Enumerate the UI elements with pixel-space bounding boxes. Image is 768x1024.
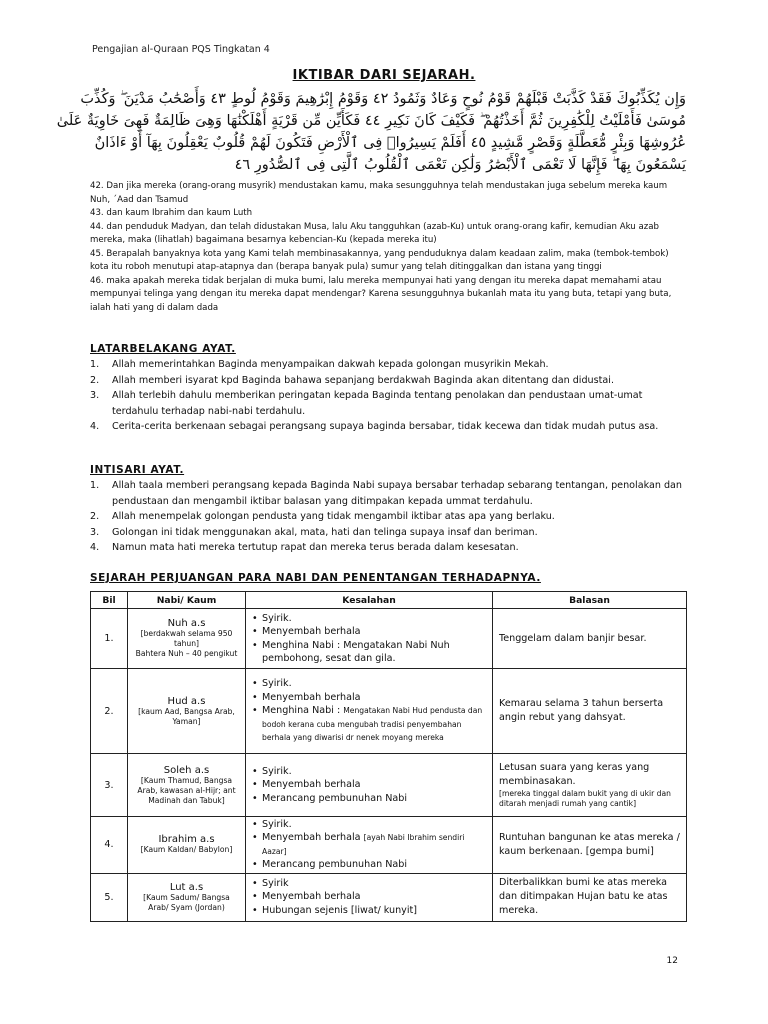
kesalahan-item: • Menyembah berhala bbox=[252, 778, 488, 791]
kesalahan-item: • Merancang pembunuhan Nabi bbox=[252, 858, 488, 871]
nabi-note: [Kaum Thamud, Bangsa Arab, kawasan al-Hijr; ant Madinah dan Tabuk] bbox=[137, 775, 236, 805]
nabi-cell bbox=[128, 669, 246, 754]
column-header-balasan: Balasan bbox=[493, 592, 687, 609]
nabi-note: [Kaum Sadum/ Bangsa Arab/ Syam (Jordan) bbox=[143, 892, 230, 912]
nabi-cell bbox=[128, 609, 246, 669]
balasan-cell: Runtuhan bangunan ke atas mereka / kaum berkenaan. [gempa bumi] bbox=[493, 817, 687, 874]
kesalahan-item: • Menyembah berhala bbox=[252, 625, 488, 638]
column-header-nabi: Nabi/ Kaum bbox=[128, 592, 246, 609]
kesalahan-item: • Menyembah berhala bbox=[252, 691, 488, 704]
kesalahan-note: Mengatakan Nabi Hud pendusta dan bodoh kerana cuba mengubah tradisi penyembahan berhala yang diwarisi dr nenek moyang mereka bbox=[262, 706, 483, 743]
row-number: 2. bbox=[91, 669, 128, 754]
nabi-name: Soleh a.s bbox=[163, 764, 210, 776]
nabi-note: Bahtera Nuh – 40 pengikut bbox=[135, 649, 238, 658]
page-number: 12 bbox=[666, 956, 678, 966]
translation-verse-43: 43. dan kaum Ibrahim dan kaum Luth bbox=[90, 208, 253, 218]
kesalahan-item: • Menghina Nabi : Mengatakan Nabi Nuh pembohong, sesat dan gila. bbox=[252, 639, 488, 666]
latar-list bbox=[90, 357, 686, 435]
arabic-line: وَإِن يُكَذِّبُوكَ فَقَدْ كَذَّبَتْ قَبْلَهُمْ قَوْمُ نُوحٍ وَعَادٌ وَثَمُودُ ٤٢ وَقَوْمُ إِبْرَٰهِيمَ وَقَوْمُ لُوطٍ ٤٣ وَأَصْحَٰبُ مَدْيَنَ ۖ وَكُذِّبَ bbox=[80, 91, 686, 107]
nabi-cell bbox=[128, 817, 246, 874]
kesalahan-item: • Syirik bbox=[252, 877, 488, 890]
nabi-name: Ibrahim a.s bbox=[158, 834, 215, 846]
list-item: 3. Golongan ini tidak menggunakan akal, mata, hati dan telinga supaya insaf dan beriman. bbox=[90, 526, 538, 538]
translation-verse-46: 46. maka apakah mereka tidak berjalan di muka bumi, lalu mereka mempunyai hati yang dengan itu mereka dapat memahami atau mempunyai telinga yang dengan itu mereka dapat mendengar? Karena sesungguhnya bukanlah mata itu yang buta, tetapi yang buta, ialah hati yang di dalam dada bbox=[90, 275, 672, 313]
balasan-cell: Tenggelam dalam banjir besar. bbox=[493, 609, 687, 669]
arabic-line: عُرُوشِهَا وَبِئْرٍ مُّعَطَّلَةٍ وَقَصْرٍ مَّشِيدٍ ٤٥ أَفَلَمْ يَسِيرُوا۟ فِى ٱلْأَرْضِ فَتَكُونَ لَهُمْ قُلُوبٌ يَعْقِلُونَ بِهَآ أَوْ ءَاذَانٌ bbox=[94, 135, 686, 151]
row-number: 4. bbox=[91, 817, 128, 874]
nabi-note: [kaum Aad, Bangsa Arab, Yaman] bbox=[138, 706, 235, 726]
nabi-note: [Kaum Kaldan/ Babylon] bbox=[140, 845, 233, 855]
list-item: 4. Namun mata hati mereka tertutup rapat dan mereka terus berada dalam kesesatan. bbox=[90, 542, 519, 554]
intisari-list bbox=[90, 478, 686, 556]
arabic-line: مُوسَىٰ فَأَمْلَيْتُ لِلْكَٰفِرِينَ ثُمَّ أَخَذْتُهُمْ ۖ فَكَيْفَ كَانَ نَكِيرِ ٤٤ فَكَأَيِّن مِّن قَرْيَةٍ أَهْلَكْنَٰهَا وَهِىَ ظَالِمَةٌ فَهِىَ خَاوِيَةٌ عَلَىٰ bbox=[56, 113, 686, 129]
list-item: 1. Allah taala memberi perangsang kepada Baginda Nabi supaya bersabar terhadap sebarang tentangan, penolakan dan pendustaan dan mengambil iktibar balasan yang ditimpakan kepada ummat terdahulu. bbox=[90, 480, 683, 507]
balasan-cell: Diterbalikkan bumi ke atas mereka dan ditimpakan Hujan batu ke atas mereka. bbox=[493, 873, 687, 921]
balasan-text: Letusan suara yang keras yang membinasakan. bbox=[499, 762, 650, 787]
list-item: 2. Allah menempelak golongan pendusta yang tidak mengambil iktibar atas apa yang berlaku. bbox=[90, 511, 555, 523]
kesalahan-item: • Menyembah berhala [ayah Nabi Ibrahim sendiri Aazar] bbox=[252, 831, 488, 858]
kesalahan-item: • Syirik. bbox=[252, 818, 488, 831]
kesalahan-item: • Hubungan sejenis [liwat/ kunyit] bbox=[252, 904, 488, 917]
nabi-note: [berdakwah selama 950 tahun] bbox=[140, 629, 233, 648]
kesalahan-cell bbox=[246, 817, 493, 874]
history-table bbox=[90, 591, 687, 922]
balasan-cell bbox=[493, 754, 687, 817]
list-item: 4. Cerita-cerita berkenaan sebagai perangsang supaya baginda bersabar, tidak kecewa dan tidak mudah putus asa. bbox=[90, 421, 659, 433]
kesalahan-cell bbox=[246, 669, 493, 754]
table-row bbox=[91, 609, 687, 669]
table-row bbox=[91, 873, 687, 921]
kesalahan-cell bbox=[246, 873, 493, 921]
list-item: 3. Allah terlebih dahulu memberikan peringatan kepada Baginda tentang penolakan dan pendustaan umat-umat terdahulu terhadap nabi-nabi terdahulu. bbox=[90, 390, 643, 417]
verse-translation bbox=[90, 180, 686, 315]
kesalahan-item: • Syirik. bbox=[252, 677, 488, 690]
nabi-name: Hud a.s bbox=[167, 695, 206, 707]
intisari-heading: INTISARI AYAT. bbox=[90, 464, 185, 476]
kesalahan-item: • Syirik. bbox=[252, 612, 488, 625]
table-header-row bbox=[91, 592, 687, 609]
column-header-bil: Bil bbox=[91, 592, 128, 609]
table-row bbox=[91, 817, 687, 874]
row-number: 1. bbox=[91, 609, 128, 669]
translation-verse-42: 42. Dan jika mereka (orang-orang musyrik) mendustakan kamu, maka sesungguhnya telah mendustakan juga sebelum mereka kaum Nuh, ´Aad dan Tsamud bbox=[90, 181, 668, 205]
table-row bbox=[91, 669, 687, 754]
kesalahan-cell bbox=[246, 754, 493, 817]
balasan-cell: Kemarau selama 3 tahun berserta angin rebut yang dahsyat. bbox=[493, 669, 687, 754]
nabi-name: Nuh a.s bbox=[167, 618, 206, 629]
translation-verse-44: 44. dan penduduk Madyan, dan telah didustakan Musa, lalu Aku tangguhkan (azab-Ku) untuk orang-orang kafir, kemudian Aku azab mereka, maka (lihatlah) bagaimana besarnya kebencian-Ku (kepada mereka itu) bbox=[90, 221, 659, 245]
arabic-line: يَسْمَعُونَ بِهَا ۖ فَإِنَّهَا لَا تَعْمَى ٱلْأَبْصَٰرُ وَلَٰكِن تَعْمَى ٱلْقُلُوبُ ٱلَّتِى فِى ٱلصُّدُورِ ٤٦ bbox=[234, 157, 686, 173]
nabi-name: Lut a.s bbox=[169, 881, 204, 893]
running-header: Pengajian al-Quraan PQS Tingkatan 4 bbox=[92, 44, 270, 55]
page-title: IKTIBAR DARI SEJARAH. bbox=[292, 68, 476, 83]
nabi-cell bbox=[128, 754, 246, 817]
list-item: 2. Allah memberi isyarat kpd Baginda bahawa sepanjang berdakwah Baginda akan ditentang dan didustai. bbox=[90, 374, 614, 386]
kesalahan-cell bbox=[246, 609, 493, 669]
row-number: 5. bbox=[91, 873, 128, 921]
list-item: 1. Allah memerintahkan Baginda menyampaikan dakwah kepada golongan musyrikin Mekah. bbox=[90, 359, 549, 370]
kesalahan-item: • Menyembah berhala bbox=[252, 890, 488, 903]
nabi-cell bbox=[128, 873, 246, 921]
kesalahan-note: [ayah Nabi Ibrahim sendiri Aazar] bbox=[262, 833, 465, 856]
arabic-verses bbox=[56, 88, 686, 176]
column-header-kesalahan: Kesalahan bbox=[246, 592, 493, 609]
kesalahan-item: • Menghina Nabi : Mengatakan Nabi Hud pendusta dan bodoh kerana cuba mengubah tradisi penyembahan berhala yang diwarisi dr nenek moyang mereka bbox=[252, 704, 488, 744]
table-row bbox=[91, 754, 687, 817]
sejarah-heading: SEJARAH PERJUANGAN PARA NABI DAN PENENTANGAN TERHADAPNYA. bbox=[90, 572, 541, 584]
translation-verse-45: 45. Berapalah banyaknya kota yang Kami telah membinasakannya, yang penduduknya dalam keadaan zalim, maka (tembok-tembok) kota itu roboh menutupi atap-atapnya dan (berapa banyak pula) sumur yang telah ditinggalkan dan istana yang tinggi bbox=[90, 248, 669, 272]
kesalahan-item: • Merancang pembunuhan Nabi bbox=[252, 792, 488, 805]
kesalahan-item: • Syirik. bbox=[252, 765, 488, 778]
row-number: 3. bbox=[91, 754, 128, 817]
latar-heading: LATARBELAKANG AYAT. bbox=[90, 343, 236, 355]
balasan-note: [mereka tinggal dalam bukit yang di ukir dan ditarah menjadi rumah yang cantik] bbox=[499, 789, 671, 808]
